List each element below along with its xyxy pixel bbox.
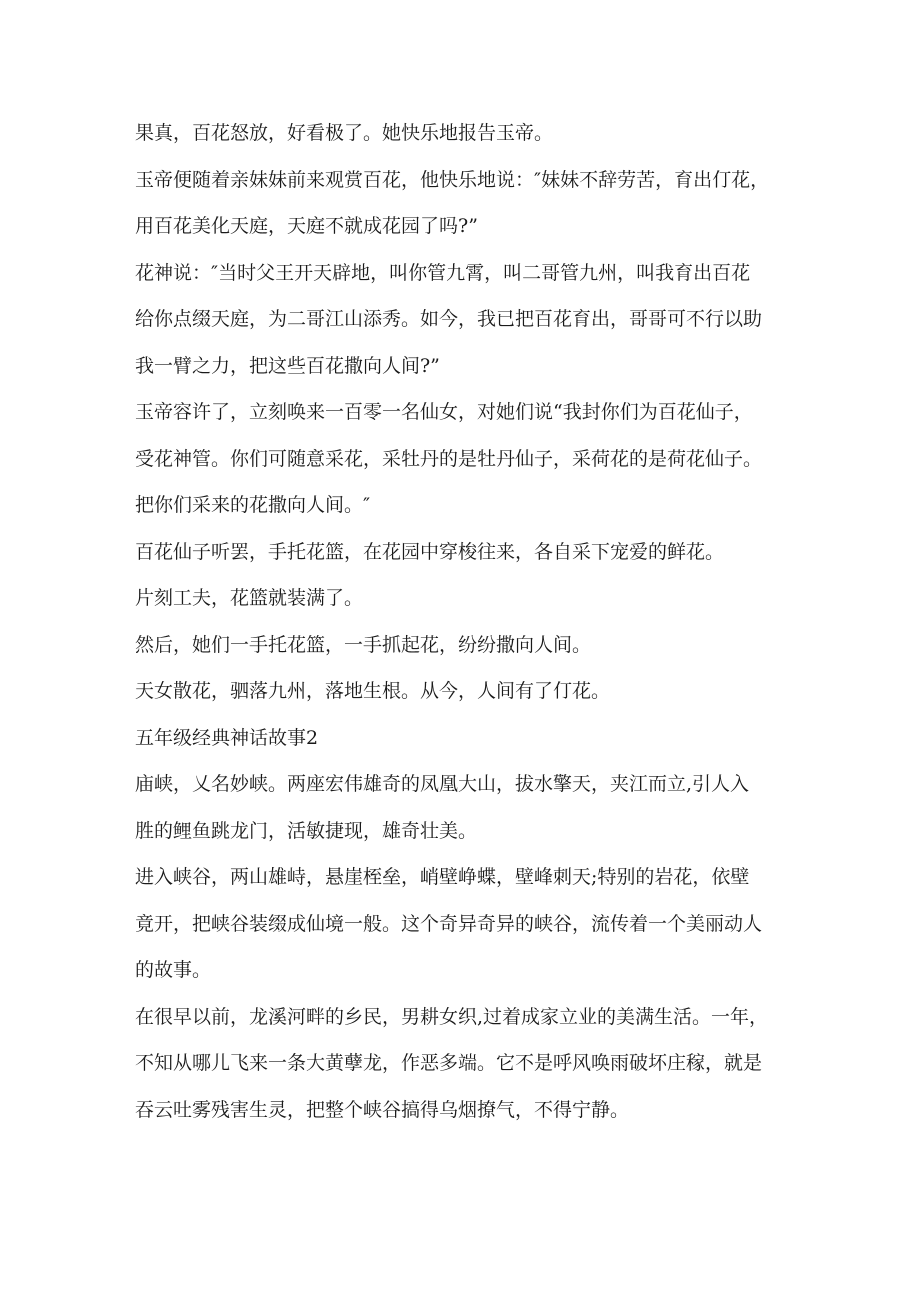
text-line: 玉帝容许了，立刻唤来一百零一名仙女，对她们说“我封你们为百花仙子， — [135, 401, 753, 423]
text-line: 的故事。 — [135, 959, 212, 981]
paragraph — [135, 157, 795, 250]
text-line: 不知从哪儿飞来一条大黄孽龙，作恶多端。它不是呼风唤雨破坏庄稼，就是 — [135, 1052, 763, 1074]
text-line: 玉帝便随着亲妹妹前来观赏百花，他快乐地说：″妹妹不辞劳苦，育出仃花， — [135, 168, 770, 191]
text-line: 然后，她们一手托花篮，一手抓起花，纷纷撒向人间。 — [135, 633, 592, 656]
paragraph — [135, 622, 795, 669]
text-line: 我一臂之力，把这些百花撒向人间?” — [135, 354, 440, 377]
text-line: 进入峡谷，两山雄峙，悬崖桎垒，峭壁峥蝶，壁峰刺天;特别的岩花，依壁 — [135, 866, 750, 888]
text-line: 百花仙子听罢，手托花篮，在花园中穿梭往来，各自采下宠爱的鲜花。 — [135, 540, 725, 563]
paragraph — [135, 854, 795, 994]
paragraph — [135, 250, 795, 390]
text-line: 花神说：″当时父王开天辟地，叫你管九霄，叫二哥管九州，叫我育出百花 — [135, 261, 751, 284]
paragraph — [135, 994, 795, 1134]
text-line: 片刻工夫，花篮就装满了。 — [135, 587, 364, 609]
text-line: 果真，百花怒放，好看极了。她快乐地报告玉帝。 — [135, 122, 554, 144]
text-line: 庙峡，乂名妙峡。两座宏伟雄奇的凤凰大山，拔水擎天，夹江而立,引人入 — [135, 773, 750, 795]
text-line: 竟开，把峡谷装缀成仙境一般。这个奇异奇异的峡谷，流传着一个美丽动人 — [135, 912, 763, 935]
text-line: 给你点缀天庭，为二哥江山添秀。如今，我已把百花育出，哥哥可不行以助 — [135, 308, 763, 330]
text-line: 用百花美化天庭，天庭不就成花园了吗?” — [135, 215, 478, 237]
paragraph — [135, 110, 795, 157]
text-line: 吞云吐雾残害生灵，把整个峡谷搞得乌烟撩气，不得宁静。 — [135, 1098, 630, 1121]
document-body — [135, 110, 795, 1133]
text-line: 把你们采来的花撒向人间。″ — [135, 494, 371, 516]
paragraph — [135, 529, 795, 576]
section-heading-text: 五年级经典神话故事2 — [135, 726, 319, 749]
text-line: 胜的鲤鱼跳龙门，活敏捷现，雄奇壮美。 — [135, 819, 478, 842]
text-line: 天女散花，驷落九州，落地生根。从今，人间有了仃花。 — [135, 680, 611, 702]
section-heading — [135, 715, 795, 762]
text-line: 在很早以前，龙溪河畔的乡民，男耕女织,过着成家立业的美满生活。一年， — [135, 1005, 769, 1028]
paragraph — [135, 761, 795, 854]
paragraph — [135, 668, 795, 715]
paragraph — [135, 575, 795, 622]
paragraph — [135, 389, 795, 529]
text-line: 受花神管。你们可随意采花，采牡丹的是牡丹仙子，采荷花的是荷花仙子。 — [135, 447, 763, 470]
